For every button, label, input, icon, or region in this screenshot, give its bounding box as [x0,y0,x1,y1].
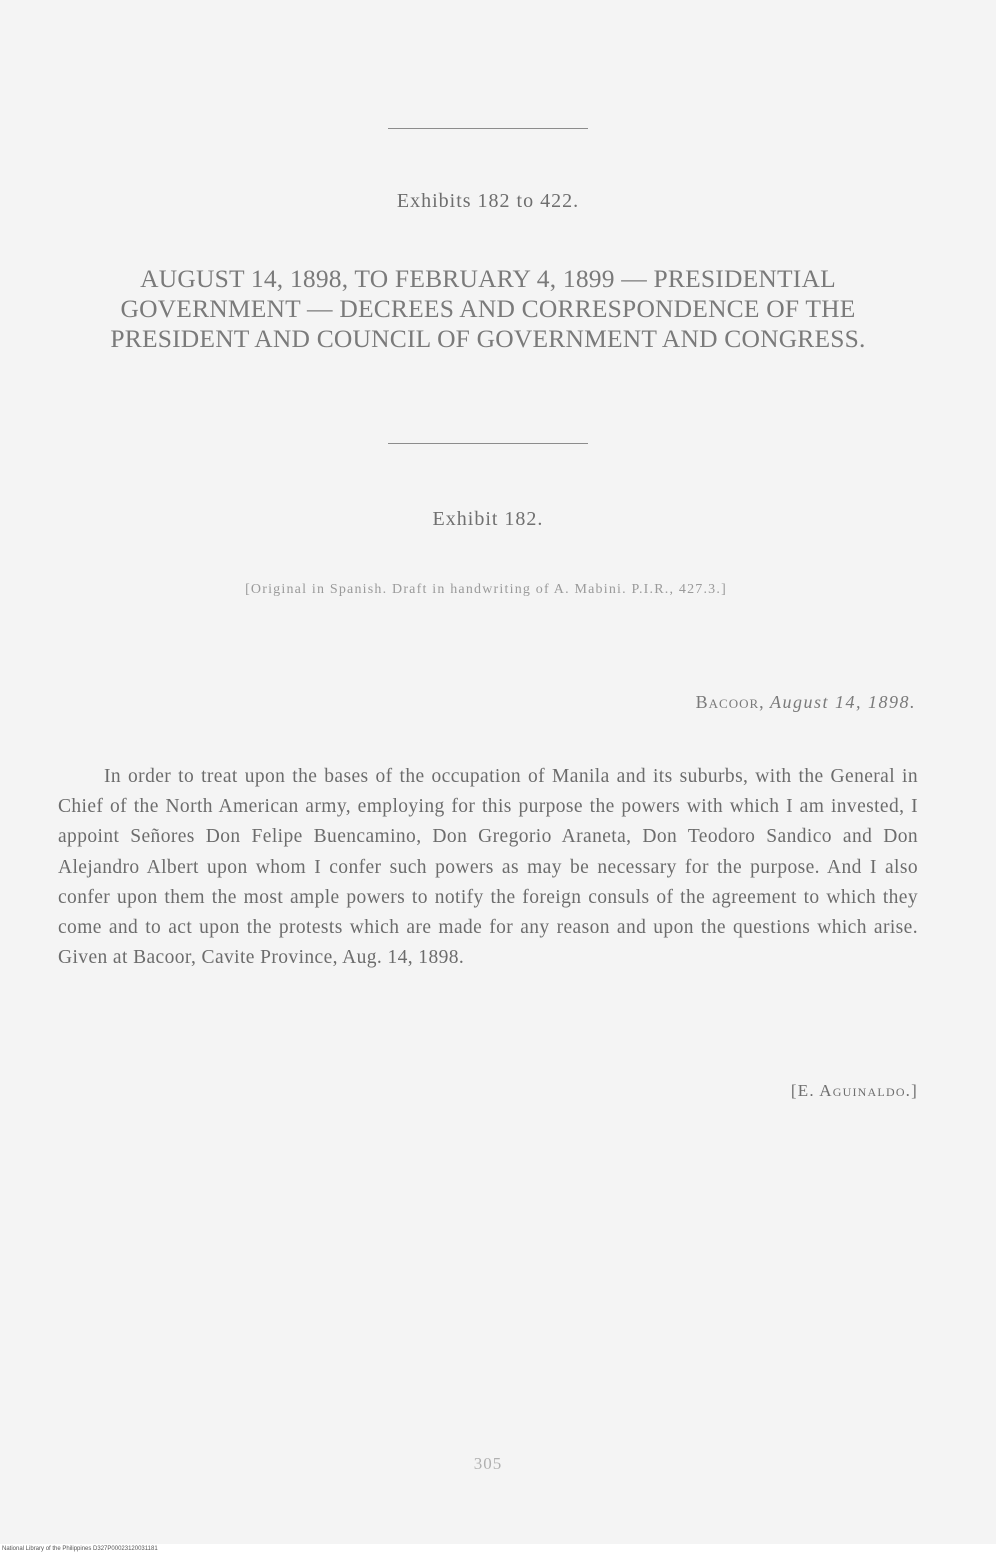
top-divider [388,128,588,129]
signature: [E. Aguinaldo.] [790,1081,918,1100]
source-note: [Original in Spanish. Draft in handwriting of A. Mabini. P.I.R., 427.3.] [245,582,727,597]
exhibit-title: Exhibit 182. [432,508,544,530]
page-number: 305 [473,1454,503,1473]
decree-body-paragraph: In order to treat upon the bases of the occupation of Manila and its suburbs, with the General in Chief of the North American army, employing for this purpose the powers with which I am invested, I appoint Señores Don Felipe Buencamino, Don Gregorio Araneta, Don Teodoro Sandico and Don Alejandro Albert upon whom I confer such powers as may be necessary for the purpose. And I also confer upon them the most ample powers to notify the foreign consuls of the agreement to which they come and to act upon the protests which are made for any reason and upon the questions which arise. Given at Bacoor, Cavite Province, Aug. 14, 1898. [58,766,918,969]
middle-divider [388,443,588,444]
dateline-place: Bacoor, [695,692,765,712]
dateline [696,692,916,713]
footer-archive-label: National Library of the Philippines D327P00023120031181 [2,1546,158,1552]
section-heading: AUGUST 14, 1898, TO FEBRUARY 4, 1899 — PRESIDENTIAL GOVERNMENT — DECREES AND CORRESPONDENCE OF THE PRESIDENT AND COUNCIL OF GOVERNMENT AND CONGRESS. [110,264,866,353]
dateline-date: August 14, 1898. [769,692,916,712]
exhibits-range-heading: Exhibits 182 to 422. [396,190,580,212]
